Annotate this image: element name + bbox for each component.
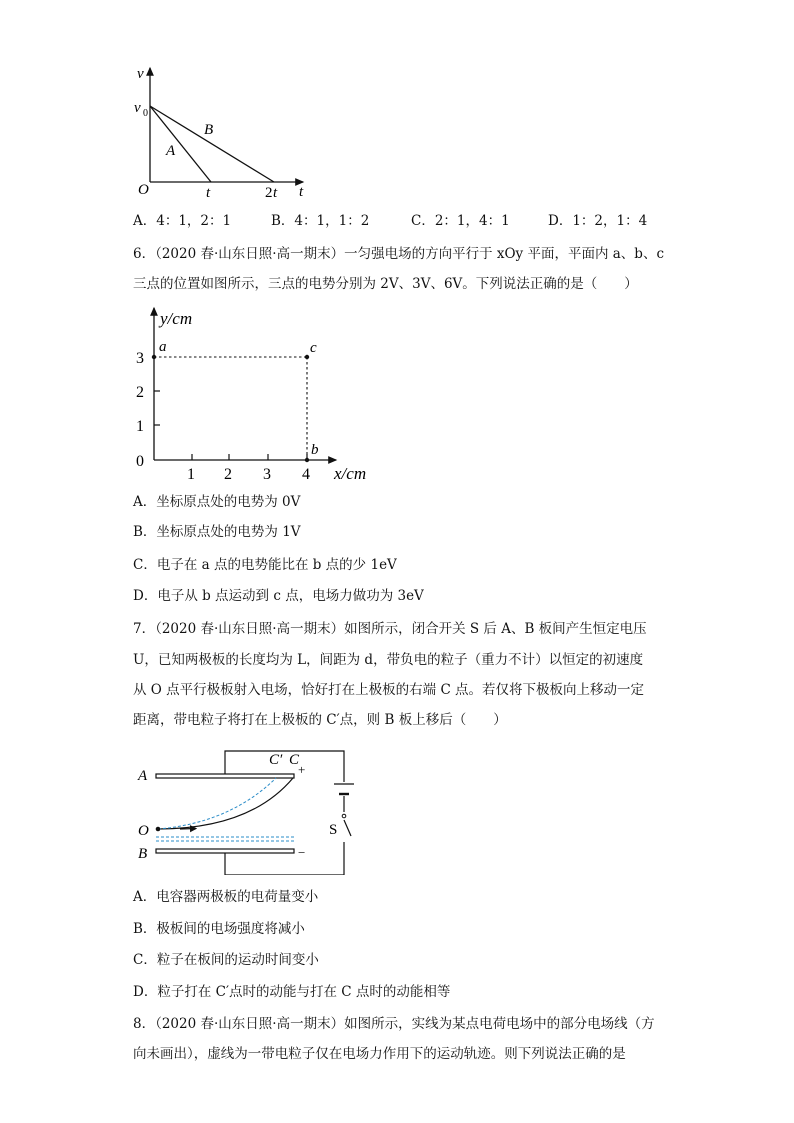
x-axis-label: x/cm (334, 464, 367, 483)
c-label: C (289, 752, 300, 768)
point-b (305, 458, 309, 462)
tick-t-label: t (206, 185, 211, 201)
q7-option-c: C．粒子在板间的运动时间变小 (133, 952, 319, 968)
y-tick-1: 1 (136, 418, 144, 435)
tick-2t-number: 2 (265, 185, 273, 201)
q8-stem-line-2: 向未画出），虚线为一带电粒子仅在电场力作用下的运动轨迹。则下列说法正确的是 (133, 1046, 626, 1062)
y-axis-label: y/cm (160, 309, 193, 328)
origin-label: O (138, 182, 149, 198)
q5-option-c: C．2：1，4：1 (411, 213, 510, 229)
x-tick-2: 2 (224, 466, 232, 483)
line-a-label: A (166, 143, 176, 159)
x-tick-3: 3 (263, 466, 271, 483)
v0-subscript: 0 (143, 108, 148, 119)
point-a-label: a (159, 339, 167, 355)
x-tick-1: 1 (187, 466, 195, 483)
tick-2t-variable: t (273, 185, 278, 201)
y-tick-0: 0 (136, 453, 144, 470)
q7-option-b: B．极板间的电场强度将减小 (133, 921, 305, 937)
q6-stem-line-1: 6．（2020 春·山东日照·高一期末）一匀强电场的方向平行于 xOy 平面，平面内 a、b、c (133, 246, 665, 262)
plate-a-label: A (138, 768, 148, 784)
q7-stem-line-3: 从 O 点平行极板射入电场，恰好打在上极板的右端 C 点。若仅将下极板向上移动一定 (133, 682, 645, 698)
q6-option-b: B．坐标原点处的电势为 1V (133, 524, 301, 540)
v0-label: v (134, 100, 141, 116)
trajectory-to-c (158, 778, 293, 829)
plate-b-label: B (138, 846, 148, 862)
v-axis-label: v (137, 66, 144, 82)
point-c (305, 355, 309, 359)
t-axis-label: t (299, 184, 304, 200)
minus-sign: − (298, 845, 306, 860)
q6-option-a: A．坐标原点处的电势为 0V (133, 494, 301, 510)
plate-b (156, 849, 294, 853)
point-o (156, 827, 161, 832)
point-o-label: O (138, 823, 149, 839)
coordinate-figure (130, 302, 380, 484)
q7-stem-line-1: 7．（2020 春·山东日照·高一期末）如图所示，闭合开关 S 后 A、B 板间产生恒定电压 (133, 621, 647, 637)
q6-option-c: C．电子在 a 点的电势能比在 b 点的少 1eV (133, 557, 397, 573)
point-c-label: c (310, 340, 317, 356)
q5-options (133, 211, 693, 231)
q8-stem-line-1: 8．（2020 春·山东日照·高一期末）如图所示，实线为某点电荷电场中的部分电场线（方 (133, 1016, 655, 1032)
q5-option-a: A．4：1，2：1 (133, 213, 232, 229)
trajectory-to-c-prime (158, 778, 276, 829)
point-b-label: b (311, 442, 319, 458)
q5-option-d: D．1：2，1：4 (548, 213, 648, 229)
plus-sign: + (298, 762, 306, 777)
q6-option-d: D．电子从 b 点运动到 c 点，电场力做功为 3eV (133, 588, 424, 604)
q7-stem-line-2: U，已知两极板的长度均为 L，间距为 d，带负电的粒子（重力不计）以恒定的初速度 (133, 652, 644, 668)
y-tick-3: 3 (136, 350, 144, 367)
circuit-wire (225, 751, 344, 875)
c-prime-label: C′ (269, 752, 283, 768)
plate-a (156, 774, 294, 778)
q6-stem-line-2: 三点的位置如图所示，三点的电势分别为 2V、3V、6V。下列说法正确的是（ ） (133, 276, 638, 292)
velocity-time-graph (125, 60, 315, 205)
x-tick-4: 4 (302, 466, 310, 483)
point-a (152, 355, 156, 359)
line-a (150, 106, 214, 182)
switch-label: S (329, 822, 338, 838)
q7-option-d: D．粒子打在 C′点时的动能与打在 C 点时的动能相等 (133, 984, 451, 1000)
q5-option-b: B．4：1，1：2 (271, 213, 370, 229)
line-b-label: B (204, 122, 214, 138)
q7-option-a: A．电容器两极板的电荷量变小 (133, 889, 319, 905)
capacitor-circuit-figure (130, 740, 370, 875)
q7-stem-line-4: 距离，带电粒子将打在上极板的 C′点，则 B 板上移后（ ） (133, 712, 507, 728)
y-tick-2: 2 (136, 384, 144, 401)
